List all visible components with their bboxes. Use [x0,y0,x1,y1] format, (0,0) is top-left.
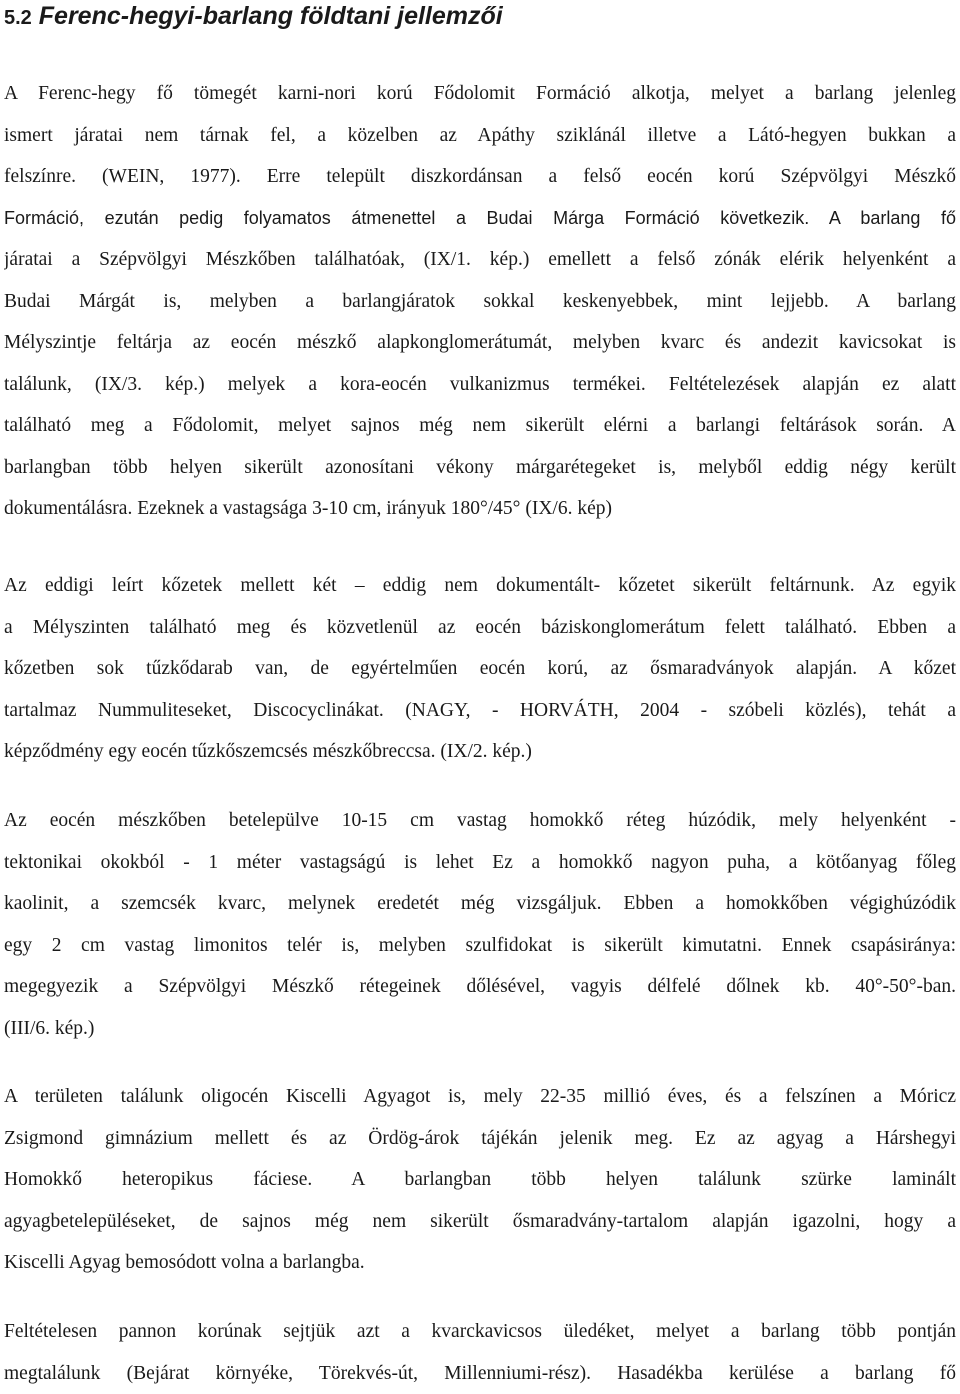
text-line: találunk, (IX/3. kép.) melyek a kora-eocén vulkanizmus termékei. Feltételezések alapján ez alatt [4,364,956,406]
text-line: járatai a Szépvölgyi Mészkőben találhatóak, (IX/1. kép.) emellett a felső zónák elérik helyenként a [4,239,956,281]
text-line: kaolinit, a szemcsék kvarc, melynek eredetét még vizsgáljuk. Ebben a homokkőben végighúzódik [4,883,956,925]
text-line: Feltételesen pannon korúnak sejtjük azt a kvarckavicsos üledéket, melyet a barlang több pontján [4,1311,956,1353]
text-line: barlangban több helyen sikerült azonosítani vékony márgarétegeket is, melyből eddig négy került [4,447,956,489]
text-line: dokumentálásra. Ezeknek a vastagsága 3-10 cm, irányuk 180°/45° (IX/6. kép) [4,488,956,530]
text-line: megtalálunk (Bejárat környéke, Törekvés-út, Millenniumi-rész). Hasadékba kerülése a barlang fő [4,1353,956,1394]
paragraph-sandstone [4,800,956,1049]
text-line: A Ferenc-hegy fő tömegét karni-nori korú Fődolomit Formáció alkotja, melyet a barlang jelenleg [4,73,956,115]
text-line: Mélyszintje feltárja az eocén mészkő alapkonglomerátumát, melyben kvarc és andezit kavicsokat is [4,322,956,364]
text-line: Formáció, ezután pedig folyamatos átmenettel a Budai Márga Formáció következik. A barlang fő [4,198,956,240]
text-line: kőzetben sok tűzkődarab van, de egyértelműen eocén korú, az ősmaradványok alapján. A kőzet [4,648,956,690]
text-line: Zsigmond gimnázium mellett és az Ördög-árok tájékán jelenik meg. Ez az agyag a Hárshegyi [4,1118,956,1160]
text-line: tartalmaz Nummuliteseket, Discocyclinákat. (NAGY, - HORVÁTH, 2004 - szóbeli közlés), tehát a [4,690,956,732]
text-line: Homokkő heteropikus fáciese. A barlangban több helyen találunk szürke laminált [4,1159,956,1201]
text-line: Az eocén mészkőben betelepülve 10-15 cm vastag homokkő réteg húzódik, mely helyenként - [4,800,956,842]
section-number: 5.2 [4,7,32,29]
text-line: Kiscelli Agyag bemosódott volna a barlangba. [4,1242,956,1284]
paragraph-geology-overview [4,73,956,530]
text-line: ismert járatai nem tárnak fel, a közelben az Apáthy sziklánál illetve a Látó-hegyen bukkan a [4,115,956,157]
text-line: található meg a Fődolomit, melyet sajnos még nem sikerült elérni a barlangi feltárások során. A [4,405,956,447]
text-line: felszínre. (WEIN, 1977). Erre települt diszkordánsan a felső eocén korú Szépvölgyi Mészkő [4,156,956,198]
section-title: Ferenc-hegyi-barlang földtani jellemzői [39,2,503,30]
text-line: Az eddigi leírt kőzetek mellett két – eddig nem dokumentált- kőzetet sikerült feltárnunk. Az egyik [4,565,956,607]
text-line: egy 2 cm vastag limonitos telér is, melyben szulfidokat is sikerült kimutatni. Ennek csapásiránya: [4,925,956,967]
text-line: tektonikai okokból - 1 méter vastagságú is lehet Ez a homokkő nagyon puha, a kötőanyag főleg [4,842,956,884]
text-line: A területen találunk oligocén Kiscelli Agyagot is, mely 22-35 millió éves, és a felszínen a Móricz [4,1076,956,1118]
paragraph-new-rocks [4,565,956,773]
text-line: képződmény egy eocén tűzkőszemcsés mészkőbreccsa. (IX/2. kép.) [4,731,956,773]
section-heading [4,2,503,31]
paragraph-pannonian-sediment [4,1311,956,1394]
text-line: Budai Márgát is, melyben a barlangjáratok sokkal keskenyebbek, mint lejjebb. A barlang [4,281,956,323]
text-line: (III/6. kép.) [4,1008,956,1050]
text-line: a Mélyszinten található meg és közvetlenül az eocén báziskonglomerátum felett található. Ebben a [4,607,956,649]
paragraph-kiscell-clay [4,1076,956,1284]
text-line: agyagbetelepüléseket, de sajnos még nem sikerült ősmaradvány-tartalom alapján igazolni, hogy a [4,1201,956,1243]
text-line: megegyezik a Szépvölgyi Mészkő rétegeinek dőlésével, vagyis délfelé dőlnek kb. 40°-50°-ban. [4,966,956,1008]
